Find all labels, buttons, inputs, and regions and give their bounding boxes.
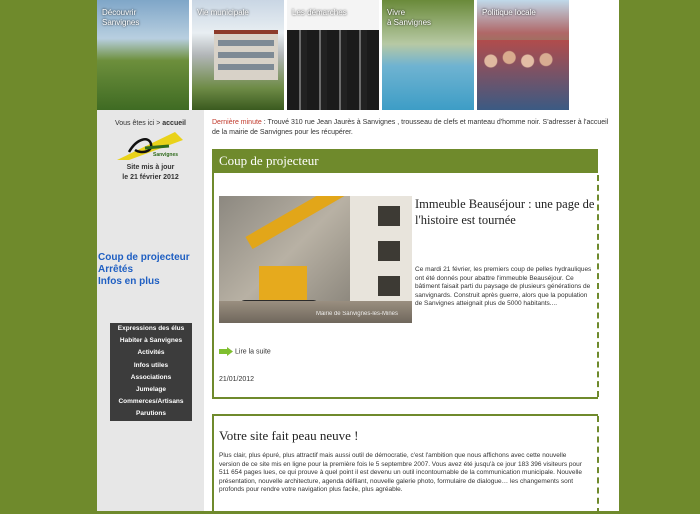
- nav-tab-demarches[interactable]: [287, 0, 379, 110]
- last-updated-line2: le 21 février 2012: [122, 174, 179, 181]
- excavator-arm: [246, 196, 357, 249]
- breaking-news: [212, 118, 612, 138]
- menu-item-activites[interactable]: Activités: [137, 349, 165, 357]
- read-more-label: Lire la suite: [235, 348, 271, 356]
- quicklink-infos-en-plus[interactable]: Infos en plus: [98, 276, 160, 287]
- quicklink-arretes[interactable]: Arrêtés: [98, 264, 134, 275]
- quicklink-coup-de-projecteur[interactable]: Coup de projecteur: [98, 252, 190, 263]
- nav-tab-label: Les démarches: [292, 8, 347, 17]
- menu-item-associations[interactable]: Associations: [130, 373, 172, 381]
- top-navigation: [97, 0, 567, 110]
- site-news-panel: [212, 414, 598, 514]
- photo-caption: Mairie de Sanvignes-les-Mines: [315, 311, 398, 317]
- nav-tab-vie-municipale[interactable]: [192, 0, 284, 110]
- menu-item-infos-utiles[interactable]: Infos utiles: [133, 361, 169, 369]
- article-title[interactable]: Immeuble Beauséjour : une page de l'histoire est tournée: [415, 197, 595, 227]
- page-container: [97, 0, 619, 511]
- site-news-body: Plus clair, plus épuré, plus attractif mais aussi outil de démocratie, c'est l'ambition que nous affichons avec cette nouvelle version de ce site mis en ligne pour la première fois le 5 septembre 2007. Vous avez été jusqu'à ce jour 183 396 visiteurs pour 511 654 pages lues, ce qui prouve à quel point il est devenu un outil incontournable de la communication municipale. Nouvelle présentation, nouvelle architecture, agenda défilant, nouvelle galerie photo, formulaire de dialogue… les changements sont profonds pour rendre votre navigation plus facile, plus agréable.: [219, 452, 583, 494]
- photo-windows: [378, 206, 400, 226]
- breaking-news-label: Dernière minute: [212, 119, 262, 126]
- nav-tab-label: Vivre à Sanvignes: [387, 8, 432, 27]
- excavator-cab: [259, 266, 307, 302]
- menu-item-commerces-artisans[interactable]: Commerces/Artisans: [118, 398, 184, 406]
- town-hall-image: [214, 30, 278, 80]
- last-updated-line1: Site mis à jour: [126, 164, 175, 171]
- town-hall-windows: [218, 40, 274, 46]
- article-body: Ce mardi 21 février, les premiers coup de pelles hydrauliques ont été donnés pour abattre l'immeuble Beauséjour. Ce bâtiment faisait parti du paysage de plusieurs générations de sanvignards. Construit après guerre, alors que la population de Sanvignes atteignait plus de 5000 habitants....: [415, 266, 592, 308]
- menu-item-habiter[interactable]: Habiter à Sanvignes: [119, 337, 183, 345]
- section-menu: [110, 323, 192, 421]
- breadcrumb-current[interactable]: accueil: [162, 120, 187, 127]
- menu-item-expressions-des-elus[interactable]: Expressions des élus: [117, 325, 185, 332]
- breaking-news-text: : Trouvé 310 rue Jean Jaurès à Sanvignes , trousseau de clefs et manteau d'homme noir. S'adresser à l'accueil de la mairie de Sanvignes pour les récupérer.: [212, 119, 609, 136]
- nav-tab-label: Vie municipale: [197, 8, 249, 17]
- sanvignes-logo[interactable]: [115, 130, 185, 162]
- nav-tab-label: Découvrir Sanvignes: [102, 8, 140, 27]
- last-updated: [97, 163, 204, 183]
- spotlight-panel: [212, 149, 598, 399]
- site-news-title: Votre site fait peau neuve !: [219, 428, 359, 443]
- menu-item-parutions[interactable]: Parutions: [136, 410, 166, 418]
- read-more-link[interactable]: [219, 347, 271, 356]
- logo-text: Sanvignes: [153, 152, 179, 158]
- menu-item-jumelage[interactable]: Jumelage: [136, 386, 166, 394]
- quick-links: [98, 252, 190, 288]
- demolition-photo[interactable]: [219, 196, 412, 323]
- nav-tab-decouvrir[interactable]: [97, 0, 189, 110]
- breadcrumb-prefix: Vous êtes ici >: [114, 120, 163, 127]
- article-date: 21/01/2012: [219, 376, 255, 383]
- crowd-image: [477, 40, 569, 110]
- left-sidebar: [97, 110, 204, 511]
- spotlight-heading: Coup de projecteur: [214, 149, 598, 173]
- arrow-right-icon: [219, 347, 233, 356]
- nav-tab-vivre[interactable]: [382, 0, 474, 110]
- nav-tab-label: Politique locale: [482, 8, 536, 17]
- breadcrumb: [97, 120, 204, 127]
- nav-tab-politique-locale[interactable]: [477, 0, 569, 110]
